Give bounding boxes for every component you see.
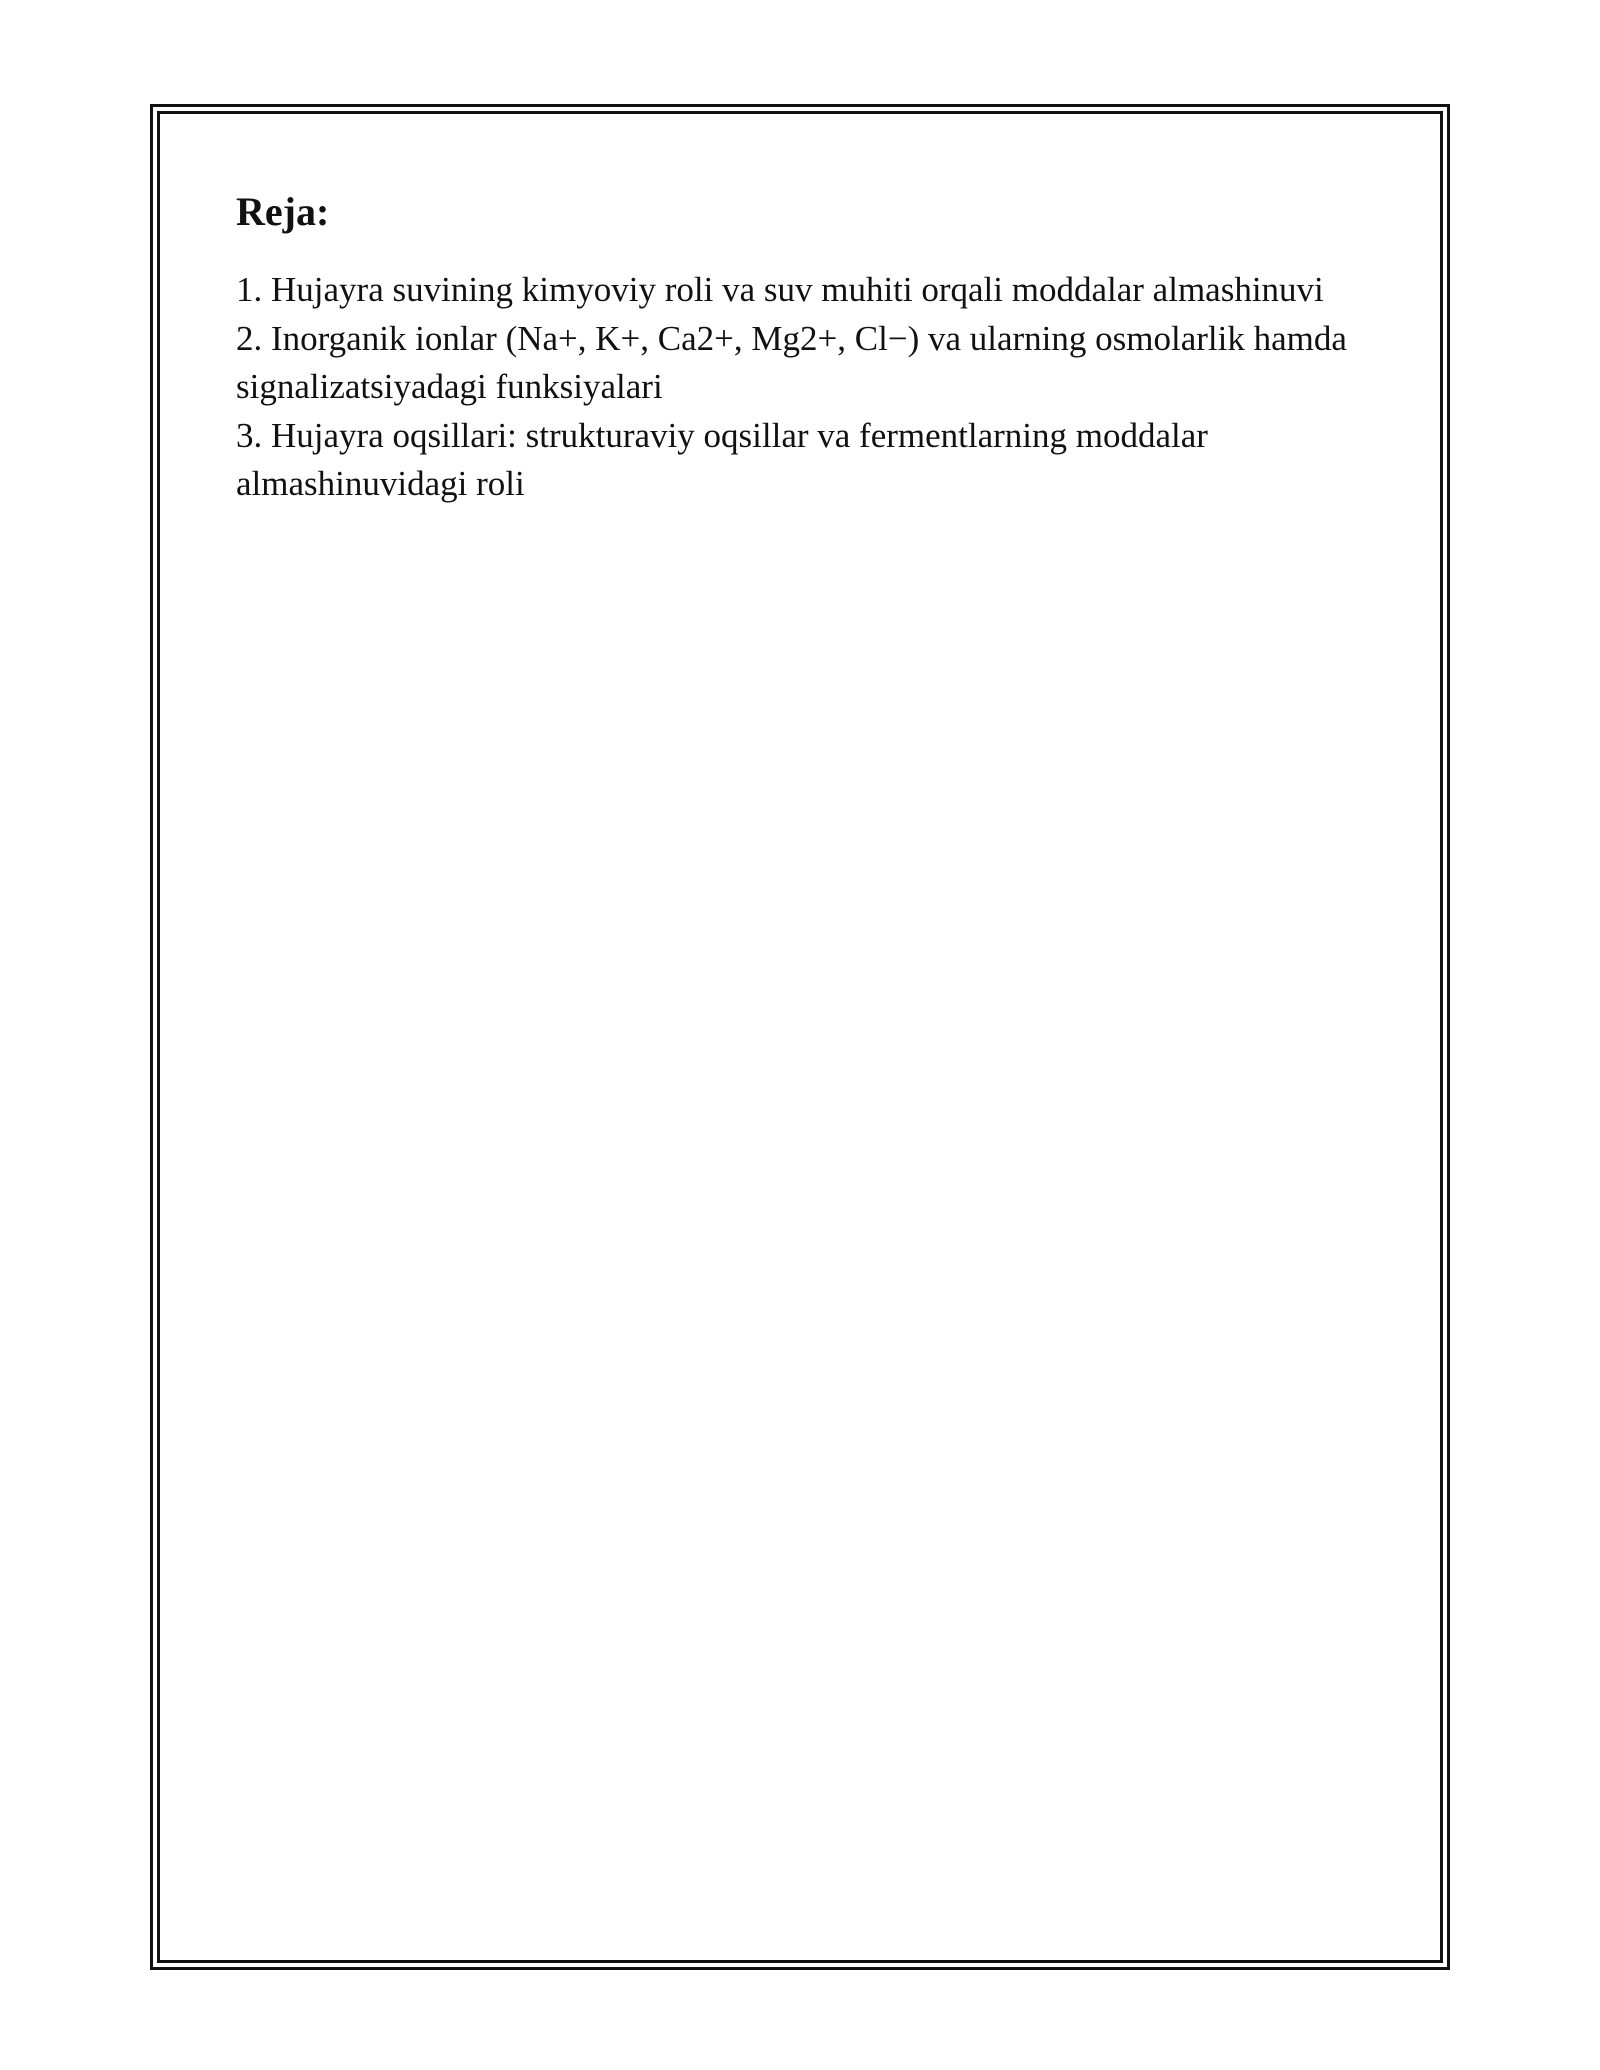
plan-item-1: 1. Hujayra suvining kimyoviy roli va suv muhiti orqali moddalar almashinuvi bbox=[236, 270, 1324, 309]
page-title: Reja: bbox=[236, 189, 330, 234]
plan-list bbox=[236, 266, 1366, 509]
plan-item-2: 2. Inorganik ionlar (Na+, K+, Ca2+, Mg2+, Cl−) va ularning osmolarlik hamda signalizatsiyadagi funksiyalari bbox=[236, 318, 1347, 406]
plan-item-3: 3. Hujayra oqsillari: strukturaviy oqsillar va fermentlarning moddalar almashinuvidagi roli bbox=[236, 415, 1208, 503]
document-body bbox=[236, 186, 1366, 509]
